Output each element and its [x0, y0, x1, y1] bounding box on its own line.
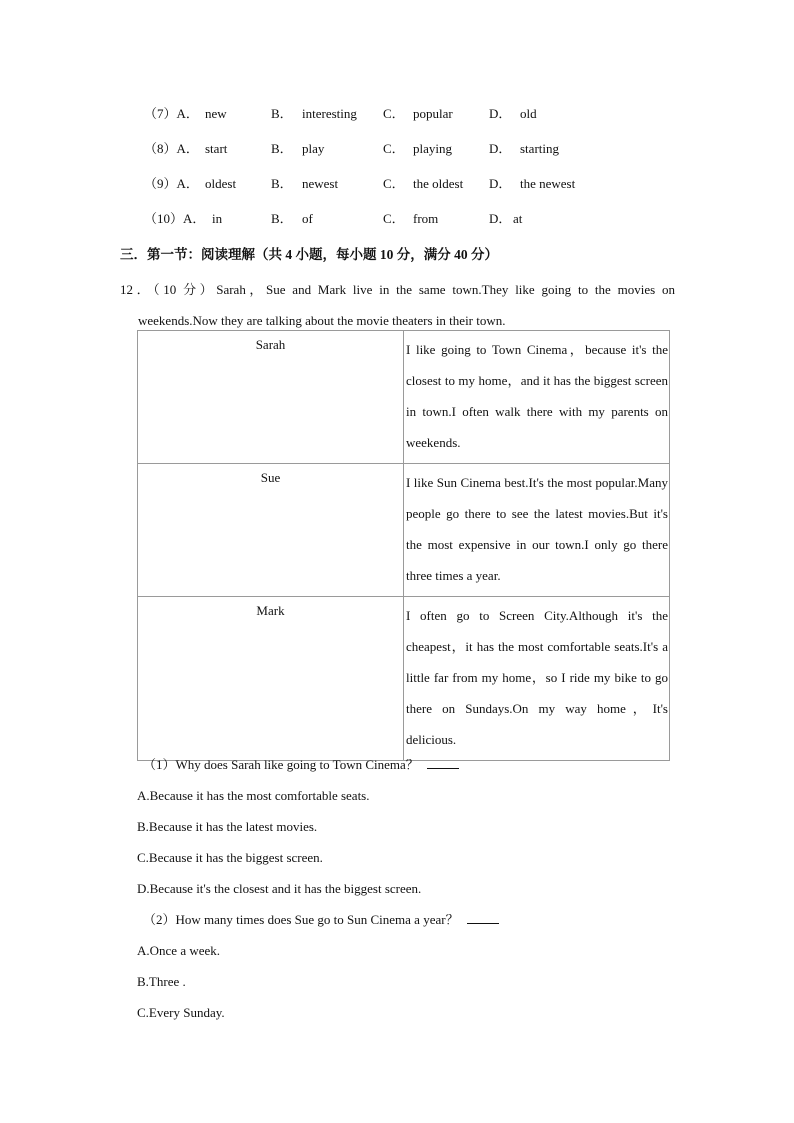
option-a-text: in [212, 211, 223, 226]
answer-option: A.Because it has the most comfortable seats. [137, 788, 370, 803]
answer-option: D.Because it's the closest and it has the biggest screen. [137, 881, 422, 896]
option-a-text: new [205, 106, 227, 121]
option-number: （9）A． [144, 176, 199, 191]
person-name: Mark [138, 597, 404, 761]
option-d-text: the newest [520, 176, 576, 191]
option-number: （7）A． [144, 106, 199, 121]
sub-question-1-text: （1）Why does Sarah like going to Town Cinema？ [143, 757, 419, 772]
option-row-8 [0, 139, 794, 159]
answer-option: B.Three . [137, 974, 186, 989]
option-b-text: play [302, 141, 325, 156]
option-b-label: B． [271, 141, 293, 156]
option-c-label: C． [383, 211, 405, 226]
option-b-text: of [302, 211, 313, 226]
table-row [138, 331, 670, 464]
person-name: Sarah [138, 331, 404, 464]
option-d-label: D． [489, 106, 512, 121]
answer-option: C.Because it has the biggest screen. [137, 850, 323, 865]
option-a-text: start [205, 141, 228, 156]
answer-blank[interactable] [467, 911, 499, 924]
option-b-text: interesting [302, 106, 357, 121]
option-c-text: playing [413, 141, 452, 156]
option-d-text: at [513, 211, 523, 226]
option-c-label: C． [383, 106, 405, 121]
option-c-text: the oldest [413, 176, 464, 191]
option-d-label: D． [489, 211, 512, 226]
option-d-text: starting [520, 141, 559, 156]
option-b-label: B． [271, 176, 293, 191]
person-statement: I often go to Screen City.Although it's the cheapest，it has the most comfortable seats.It's a little far from my home，so I ride my bike to go there on Sundays.On my way home，It's delicious. [404, 597, 670, 761]
section-title: 三．第一节：阅读理解（共 4 小题，每小题 10 分，满分 40 分） [120, 247, 498, 262]
person-name: Sue [138, 464, 404, 597]
option-number: （8）A． [144, 141, 199, 156]
sub-question-2 [143, 910, 499, 930]
option-a-text: oldest [205, 176, 237, 191]
sub-question-2-text: （2）How many times does Sue go to Sun Cinema a year？ [143, 912, 459, 927]
cinema-table [137, 330, 670, 761]
option-c-text: popular [413, 106, 453, 121]
answer-option: C.Every Sunday. [137, 1005, 225, 1020]
table-row [138, 464, 670, 597]
sub-question-1 [143, 755, 459, 775]
answer-option: A.Once a week. [137, 943, 221, 958]
option-row-7 [0, 104, 794, 124]
person-statement: I like going to Town Cinema，because it's the closest to my home，and it has the biggest screen in town.I often walk there with my parents on weekends. [404, 331, 670, 464]
option-row-10 [0, 209, 794, 229]
question-intro [120, 274, 675, 336]
question-intro-line-1: 12．（10 分）Sarah，Sue and Mark live in the same town.They like going to the movies on [120, 282, 675, 297]
option-d-label: D． [489, 141, 512, 156]
option-row-9 [0, 174, 794, 194]
option-d-label: D． [489, 176, 512, 191]
option-number: （10）A． [144, 211, 206, 226]
option-b-label: B． [271, 211, 293, 226]
option-c-text: from [413, 211, 439, 226]
option-d-text: old [520, 106, 537, 121]
option-c-label: C． [383, 141, 405, 156]
answer-blank[interactable] [427, 756, 459, 769]
person-statement: I like Sun Cinema best.It's the most popular.Many people go there to see the latest movies.But it's the most expensive in our town.I only go there three times a year. [404, 464, 670, 597]
question-intro-line-2: weekends.Now they are talking about the movie theaters in their town. [138, 313, 506, 328]
option-c-label: C． [383, 176, 405, 191]
table-row [138, 597, 670, 761]
answer-option: B.Because it has the latest movies. [137, 819, 318, 834]
option-b-label: B． [271, 106, 293, 121]
option-b-text: newest [302, 176, 339, 191]
